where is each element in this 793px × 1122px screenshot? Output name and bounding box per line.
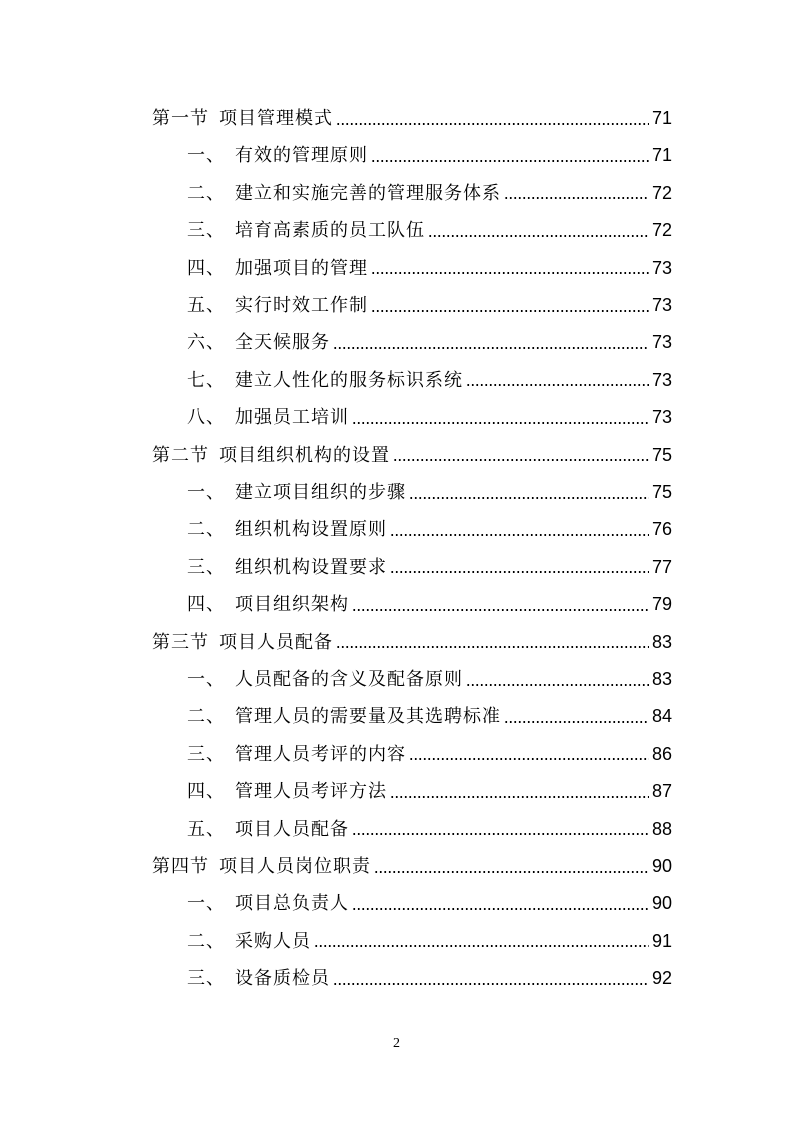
toc-entry-label [187, 250, 368, 287]
dot-leader [390, 571, 649, 573]
dot-leader [336, 646, 649, 648]
toc-entry-prefix: 一、 [187, 669, 225, 690]
dot-leader [409, 758, 649, 760]
toc-entry-label [187, 885, 349, 922]
toc-section-entry[interactable] [152, 624, 672, 661]
toc-item-entry[interactable] [187, 698, 672, 735]
toc-entry-title: 项目人员配备 [219, 631, 333, 653]
toc-entry-page: 87 [651, 781, 672, 802]
toc-entry-title: 培育高素质的员工队伍 [235, 220, 425, 242]
toc-entry-page: 76 [651, 519, 672, 540]
dot-leader [409, 497, 649, 499]
dot-leader [352, 609, 649, 611]
toc-entry-prefix: 四、 [187, 594, 225, 616]
toc-item-entry[interactable] [187, 586, 672, 623]
toc-entry-title: 采购人员 [235, 930, 311, 952]
dot-leader [352, 908, 649, 910]
toc-entry-prefix: 八、 [187, 407, 225, 429]
dot-leader [352, 422, 649, 424]
toc-entry-title: 建立和实施完善的管理服务体系 [235, 182, 501, 204]
toc-entry-title: 全天候服务 [235, 332, 330, 354]
dot-leader [371, 310, 649, 312]
dot-leader [336, 123, 649, 125]
toc-entry-prefix: 三、 [187, 968, 225, 990]
toc-entry-prefix: 第二节 [152, 444, 209, 466]
toc-entry-title: 项目管理模式 [219, 108, 333, 129]
toc-entry-title: 项目总负责人 [235, 893, 349, 915]
toc-entry-label [187, 960, 330, 997]
toc-entry-label [187, 324, 330, 361]
dot-leader [314, 945, 649, 947]
toc-entry-page: 79 [651, 594, 672, 615]
toc-entry-title: 项目组织架构 [235, 594, 349, 616]
toc-entry-title: 项目人员岗位职责 [219, 856, 371, 877]
dot-leader [504, 197, 649, 199]
toc-entry-label [187, 549, 387, 586]
toc-entry-prefix: 一、 [187, 482, 225, 503]
dot-leader [333, 983, 649, 985]
toc-entry-prefix: 二、 [187, 930, 225, 952]
page-number: 2 [393, 1036, 400, 1051]
toc-entry-prefix: 一、 [187, 145, 225, 167]
toc-entry-page: 73 [651, 295, 672, 315]
dot-leader [371, 160, 649, 162]
toc-item-entry[interactable] [187, 885, 672, 922]
toc-entry-title: 建立项目组织的步骤 [235, 482, 406, 503]
toc-entry-label [187, 137, 368, 174]
toc-item-entry[interactable] [187, 399, 672, 436]
toc-entry-page: 73 [651, 407, 672, 428]
toc-entry-title: 加强员工培训 [235, 407, 349, 429]
toc-entry-page: 73 [651, 369, 672, 390]
dot-leader [466, 684, 649, 686]
toc-entry-title: 人员配备的含义及配备原则 [235, 669, 463, 690]
toc-entry-label [187, 661, 463, 698]
toc-entry-label [187, 474, 406, 511]
dot-leader [390, 796, 649, 798]
toc-entry-prefix: 第一节 [152, 108, 209, 129]
dot-leader [352, 833, 649, 835]
toc-entry-label [152, 437, 390, 474]
toc-entry-page: 84 [651, 706, 672, 727]
toc-entry-prefix: 三、 [187, 743, 225, 765]
toc-entry-prefix: 七、 [187, 369, 225, 391]
toc-entry-prefix: 三、 [187, 556, 225, 578]
toc-entry-page: 72 [651, 220, 672, 241]
toc-entry-page: 71 [651, 145, 672, 166]
toc-item-entry[interactable] [187, 661, 672, 698]
toc-item-entry[interactable] [187, 549, 672, 586]
toc-entry-label [187, 511, 387, 548]
dot-leader [466, 384, 649, 386]
toc-entry-page: 83 [651, 631, 672, 652]
toc-section-entry[interactable] [152, 437, 672, 474]
toc-entry-page: 83 [651, 669, 672, 689]
toc-entry-label [152, 848, 371, 885]
dot-leader [333, 347, 649, 349]
toc-entry-title: 管理人员考评方法 [235, 781, 387, 803]
toc-entry-label [187, 698, 501, 735]
dot-leader [428, 235, 649, 237]
toc-item-entry[interactable] [187, 287, 672, 324]
toc-item-entry[interactable] [187, 474, 672, 511]
dot-leader [504, 721, 649, 723]
toc-entry-page: 73 [651, 332, 672, 353]
dot-leader [390, 534, 649, 536]
toc-entry-page: 86 [651, 743, 672, 764]
toc-entry-title: 组织机构设置原则 [235, 519, 387, 541]
toc-entry-label [187, 736, 406, 773]
toc-entry-title: 有效的管理原则 [235, 145, 368, 167]
dot-leader [371, 272, 649, 274]
toc-entry-title: 建立人性化的服务标识系统 [235, 369, 463, 391]
toc-item-entry[interactable] [187, 250, 672, 287]
toc-item-entry[interactable] [187, 960, 672, 997]
toc-entry-page: 75 [651, 444, 672, 465]
toc-entry-page: 71 [651, 108, 672, 128]
toc-section-entry[interactable] [152, 848, 672, 885]
toc-item-entry[interactable] [187, 773, 672, 810]
toc-entry-title: 实行时效工作制 [235, 295, 368, 316]
toc-entry-prefix: 二、 [187, 519, 225, 541]
toc-entry-label [152, 624, 333, 661]
toc-entry-label [187, 811, 349, 848]
toc-entry-page: 91 [651, 930, 672, 951]
toc-entry-prefix: 三、 [187, 220, 225, 242]
toc-item-entry[interactable] [187, 736, 672, 773]
dot-leader [374, 871, 649, 873]
toc-entry-label [187, 175, 501, 212]
toc-item-entry[interactable] [187, 137, 672, 174]
dot-leader [393, 459, 649, 461]
toc-entry-prefix: 六、 [187, 332, 225, 354]
toc-section-entry[interactable] [152, 100, 672, 137]
toc-entry-label [187, 362, 463, 399]
toc-entry-label [187, 287, 368, 324]
toc-entry-title: 项目人员配备 [235, 818, 349, 840]
toc-entry-prefix: 五、 [187, 818, 225, 840]
toc-entry-prefix: 五、 [187, 295, 225, 316]
toc-entry-page: 72 [651, 182, 672, 203]
toc-entry-title: 管理人员的需要量及其选聘标准 [235, 706, 501, 728]
toc-entry-prefix: 四、 [187, 257, 225, 279]
toc-entry-prefix: 一、 [187, 893, 225, 915]
toc-entry-label [187, 923, 311, 960]
toc-entry-label [187, 773, 387, 810]
toc-entry-title: 加强项目的管理 [235, 257, 368, 279]
toc-entry-page: 88 [651, 818, 672, 839]
toc-entry-prefix: 二、 [187, 706, 225, 728]
toc-item-entry[interactable] [187, 175, 672, 212]
toc-entry-prefix: 四、 [187, 781, 225, 803]
toc-entry-page: 77 [651, 556, 672, 577]
toc-entry-page: 92 [651, 968, 672, 989]
toc-entry-prefix: 第三节 [152, 631, 209, 653]
toc-entry-label [187, 399, 349, 436]
toc-entry-prefix: 第四节 [152, 856, 209, 877]
toc-entry-page: 90 [651, 856, 672, 876]
toc-item-entry[interactable] [187, 362, 672, 399]
toc-item-entry[interactable] [187, 324, 672, 361]
toc-entry-title: 组织机构设置要求 [235, 556, 387, 578]
toc-entry-title: 设备质检员 [235, 968, 330, 990]
toc-entry-page: 75 [651, 482, 672, 502]
toc-entry-page: 90 [651, 893, 672, 914]
toc-entry-prefix: 二、 [187, 182, 225, 204]
toc-entry-title: 项目组织机构的设置 [219, 444, 390, 466]
toc-entry-label [187, 586, 349, 623]
toc-item-entry[interactable] [187, 212, 672, 249]
toc-item-entry[interactable] [187, 511, 672, 548]
toc-entry-label [152, 100, 333, 137]
toc-entry-title: 管理人员考评的内容 [235, 743, 406, 765]
toc-entry-label [187, 212, 425, 249]
toc-entry-page: 73 [651, 257, 672, 278]
toc-item-entry[interactable] [187, 811, 672, 848]
toc-item-entry[interactable] [187, 923, 672, 960]
